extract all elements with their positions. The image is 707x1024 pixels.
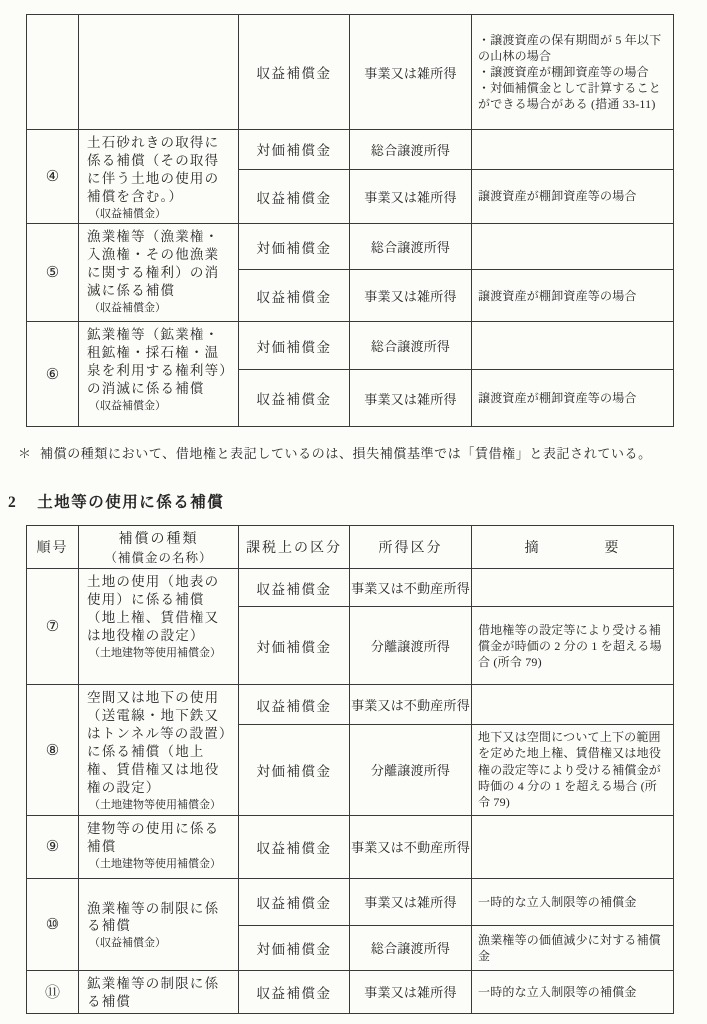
remarks-cell xyxy=(472,569,674,607)
asterisk-marker: ＊ xyxy=(18,446,32,462)
remark-line: ・譲渡資産の保有期間が 5 年以下の山林の場合 xyxy=(478,32,662,63)
tax-category-cell: 収益補償金 xyxy=(239,270,350,322)
type-cell xyxy=(79,322,239,427)
type-text: 空間又は地下の使用（送電線・地下鉄又はトンネル等の設置）に係る補償（地上権、賃借権又は地役権の設定） xyxy=(87,690,227,796)
remarks-cell: 一時的な立入制限等の補償金 xyxy=(472,970,674,1013)
type-text: 建物等の使用に係る補償 xyxy=(87,820,220,854)
type-sub-label: （土地建物等使用補償金） xyxy=(89,857,221,870)
remarks-cell: 漁業権等の価値減少に対する補償金 xyxy=(472,925,674,970)
footnote xyxy=(18,443,707,462)
type-cell xyxy=(79,224,239,322)
tax-category-cell: 収益補償金 xyxy=(239,685,350,724)
type-text: 鉱業権等（鉱業権・租鉱権・採石権・温泉を利用する権利等）の消滅に係る補償 xyxy=(87,327,228,397)
income-category-cell: 分離譲渡所得 xyxy=(350,724,472,815)
seq-cell: ⑤ xyxy=(27,224,79,322)
income-category-cell: 事業又は不動産所得 xyxy=(350,815,472,878)
type-sub-label: （収益補償金） xyxy=(89,207,166,220)
type-sub-label: （収益補償金） xyxy=(89,302,166,315)
income-category-cell: 事業又は不動産所得 xyxy=(350,685,472,724)
income-category-cell: 総合譲渡所得 xyxy=(350,130,472,170)
type-cell xyxy=(79,685,239,815)
income-category-cell: 総合譲渡所得 xyxy=(350,224,472,270)
remarks-cell: 譲渡資産が棚卸資産等の場合 xyxy=(472,270,674,322)
remarks-cell xyxy=(472,815,674,878)
tax-category-cell: 収益補償金 xyxy=(239,815,350,878)
remarks-cell xyxy=(472,224,674,270)
table-row xyxy=(27,224,674,270)
footnote-text: 補償の種類において、借地権と表記しているのは、損失補償基準では「賃借権」と表記されている。 xyxy=(40,446,652,462)
table-row xyxy=(27,322,674,370)
header-seq: 順号 xyxy=(27,526,79,569)
compensation-table-acquisition xyxy=(26,14,674,427)
type-cell xyxy=(79,815,239,878)
table-row xyxy=(27,569,674,607)
table-row xyxy=(27,685,674,724)
remarks-cell: 借地権等の設定等により受ける補償金が時価の 2 分の 1 を超える場合 (所令 79) xyxy=(472,607,674,685)
type-text: 漁業権等の制限に係る補償 xyxy=(87,900,220,934)
section-heading xyxy=(8,490,707,512)
income-category-cell: 事業又は雑所得 xyxy=(350,878,472,925)
table-row xyxy=(27,878,674,925)
header-type-line1: 補償の種類 xyxy=(118,532,199,548)
remarks-cell xyxy=(472,322,674,370)
tax-category-cell: 対価補償金 xyxy=(239,224,350,270)
type-cell xyxy=(79,970,239,1013)
seq-cell: ⑧ xyxy=(27,685,79,815)
income-category-cell: 事業又は不動産所得 xyxy=(350,569,472,607)
income-category-cell: 事業又は雑所得 xyxy=(350,15,472,130)
income-category-cell: 総合譲渡所得 xyxy=(350,925,472,970)
income-category-cell: 事業又は雑所得 xyxy=(350,270,472,322)
header-tax: 課税上の区分 xyxy=(239,526,350,569)
income-category-cell: 総合譲渡所得 xyxy=(350,322,472,370)
tax-category-cell: 収益補償金 xyxy=(239,569,350,607)
type-sub-label: （土地建物等使用補償金） xyxy=(89,647,221,660)
income-category-cell: 事業又は雑所得 xyxy=(350,970,472,1013)
tax-category-cell: 対価補償金 xyxy=(239,724,350,815)
remarks-cell xyxy=(472,15,674,130)
table-row xyxy=(27,15,674,130)
tax-category-cell: 対価補償金 xyxy=(239,607,350,685)
income-category-cell: 事業又は雑所得 xyxy=(350,169,472,224)
tax-category-cell: 収益補償金 xyxy=(239,370,350,427)
table-row xyxy=(27,970,674,1013)
tax-category-cell: 対価補償金 xyxy=(239,130,350,170)
table-row xyxy=(27,815,674,878)
remarks-cell: 地下又は空間について上下の範囲を定めた地上権、賃借権又は地役権の設定等により受ける補償金が時価の 4 分の 1 を超える場合 (所令 79) xyxy=(472,724,674,815)
compensation-table-use xyxy=(26,525,674,1013)
remarks-cell: 譲渡資産が棚卸資産等の場合 xyxy=(472,169,674,224)
tax-category-cell: 収益補償金 xyxy=(239,878,350,925)
type-cell xyxy=(79,15,239,130)
remark-line: ・譲渡資産が棚卸資産等の場合 xyxy=(478,64,649,79)
type-text: 土石砂れきの取得に係る補償（その取得に伴う土地の使用の補償を含む。） xyxy=(87,135,220,204)
type-text: 漁業権等（漁業権・入漁権・その他漁業に関する権利）の消滅に係る補償 xyxy=(87,229,220,299)
remarks-cell xyxy=(472,130,674,170)
seq-cell: ⑨ xyxy=(27,815,79,878)
tax-category-cell: 収益補償金 xyxy=(239,169,350,224)
header-type xyxy=(79,526,239,569)
section-number: 2 xyxy=(8,494,18,512)
remarks-cell: 譲渡資産が棚卸資産等の場合 xyxy=(472,370,674,427)
remarks-cell xyxy=(472,685,674,724)
tax-category-cell: 対価補償金 xyxy=(239,925,350,970)
remark-line: ・対価補償金として計算することができる場合がある (措通 33-11) xyxy=(478,81,662,112)
type-sub-label: （収益補償金） xyxy=(89,400,166,413)
seq-cell: ⑥ xyxy=(27,322,79,427)
income-category-cell: 事業又は雑所得 xyxy=(350,370,472,427)
tax-category-cell: 収益補償金 xyxy=(239,15,350,130)
type-cell xyxy=(79,878,239,970)
header-income: 所得区分 xyxy=(350,526,472,569)
header-remarks: 摘 要 xyxy=(472,526,674,569)
type-sub-label: （収益補償金） xyxy=(89,937,166,950)
remarks-cell: 一時的な立入制限等の補償金 xyxy=(472,878,674,925)
type-cell xyxy=(79,130,239,224)
seq-cell: ⑪ xyxy=(27,970,79,1013)
type-text: 土地の使用（地表の使用）に係る補償（地上権、賃借権又は地役権の設定） xyxy=(87,574,220,644)
type-text: 鉱業権等の制限に係る補償 xyxy=(87,975,220,1009)
tax-category-cell: 対価補償金 xyxy=(239,322,350,370)
header-type-line2: （補償金の名称） xyxy=(104,551,213,566)
section-title: 土地等の使用に係る補償 xyxy=(37,494,225,512)
income-category-cell: 分離譲渡所得 xyxy=(350,607,472,685)
type-sub-label: （土地建物等使用補償金） xyxy=(89,799,221,812)
table-header-row xyxy=(27,526,674,569)
seq-cell: ⑦ xyxy=(27,569,79,685)
seq-cell xyxy=(27,15,79,130)
type-cell xyxy=(79,569,239,685)
tax-category-cell: 収益補償金 xyxy=(239,970,350,1013)
seq-cell: ④ xyxy=(27,130,79,224)
seq-cell: ⑩ xyxy=(27,878,79,970)
table-row xyxy=(27,130,674,170)
